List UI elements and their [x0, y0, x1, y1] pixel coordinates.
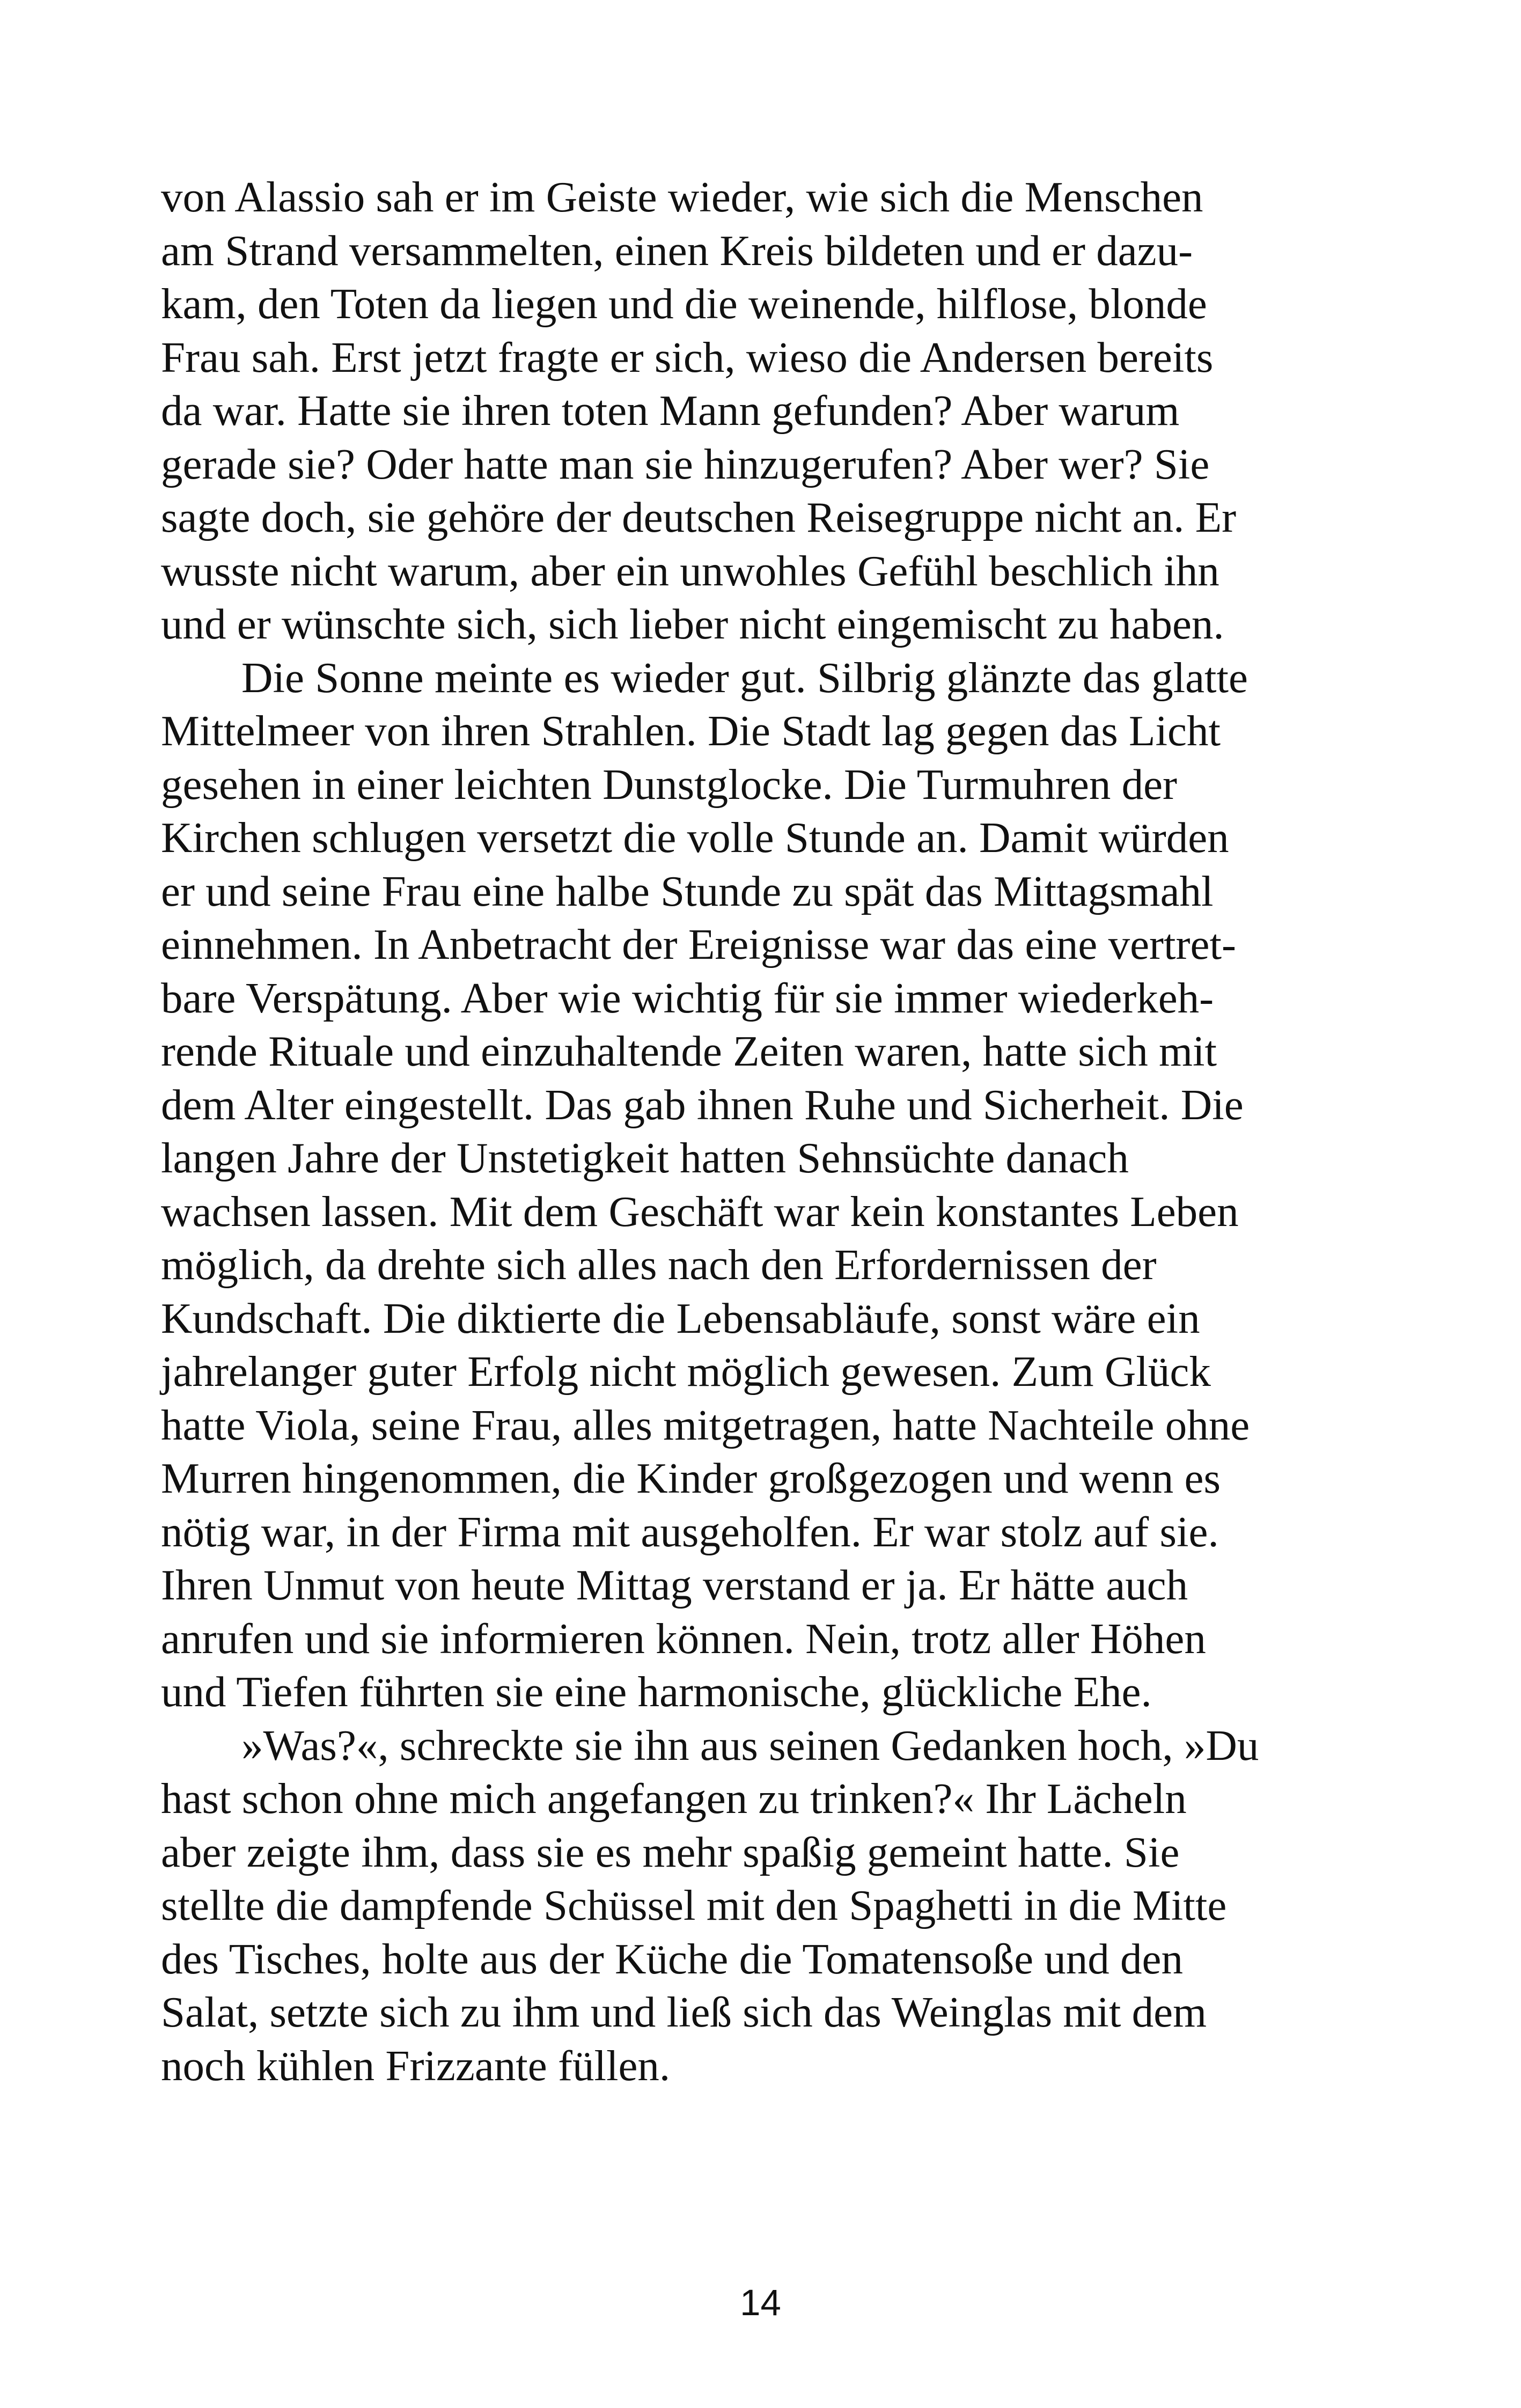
paragraph-3: »Was?«, schreckte sie ihn aus seinen Gedanken hoch, »Du hast schon ohne mich angefangen zu trinken?« Ihr Lächeln aber zeigte ihm, dass sie es mehr spaßig gemeint hatte. Sie stellte die dampfende Schüssel mit den Spaghetti in die Mitte des Tisches, holte aus der Küche die Tomatensoße und den Salat, setzte sich zu ihm und ließ sich das Weinglas mit dem noch kühlen Frizzante füllen. — [161, 1721, 1259, 2090]
paragraph-1: von Alassio sah er im Geiste wieder, wie sich die Menschen am Strand versammelten, einen Kreis bildeten und er dazu- kam, den Toten da liegen und die weinende, hilflose, blonde Frau sah. Erst jetzt fragte er sich, wieso die Andersen bereits da war. Hatte sie ihren toten Mann gefunden? Aber warum gerade sie? Oder hatte man sie hinzugerufen? Aber wer? Sie sagte doch, sie gehöre der deutschen Reisegruppe nicht an. Er wusste nicht warum, aber ein unwohles Gefühl beschlich ihn und er wünschte sich, sich lieber nicht eingemischt zu haben. — [161, 173, 1237, 648]
paragraph-2: Die Sonne meinte es wieder gut. Silbrig glänzte das glatte Mittelmeer von ihren Strahlen. Die Stadt lag gegen das Licht gesehen in einer leichten Dunstglocke. Die Turmuhren der Kirchen schlugen versetzt die volle Stunde an. Damit würden er und seine Frau eine halbe Stunde zu spät das Mittagsmahl einnehmen. In Anbetracht der Ereignisse war das eine vertret- bare Verspätung. Aber wie wichtig für sie immer wiederkeh- rende Rituale und einzuhaltende Zeiten waren, hatte sich mit dem Alter eingestellt. Das gab ihnen Ruhe und Sicherheit. Die langen Jahre der Unstetigkeit hatten Sehnsüchte danach wachsen lassen. Mit dem Geschäft war kein konstantes Leben möglich, da drehte sich alles nach den Erfordernissen der Kundschaft. Die diktierte die Lebensabläufe, sonst wäre ein jahrelanger guter Erfolg nicht möglich gewesen. Zum Glück hatte Viola, seine Frau, alles mitgetragen, hatte Nachteile ohne Murren hingenommen, die Kinder großgezogen und wenn es nötig war, in der Firma mit ausgeholfen. Er war stolz auf sie. Ihren Unmut von heute Mittag verstand er ja. Er hätte auch anrufen und sie informieren können. Nein, trotz aller Höhen und Tiefen führten sie eine harmonische, glückliche Ehe. — [161, 653, 1250, 1716]
page-number: 14 — [740, 2282, 781, 2323]
body-text — [161, 171, 1347, 2093]
